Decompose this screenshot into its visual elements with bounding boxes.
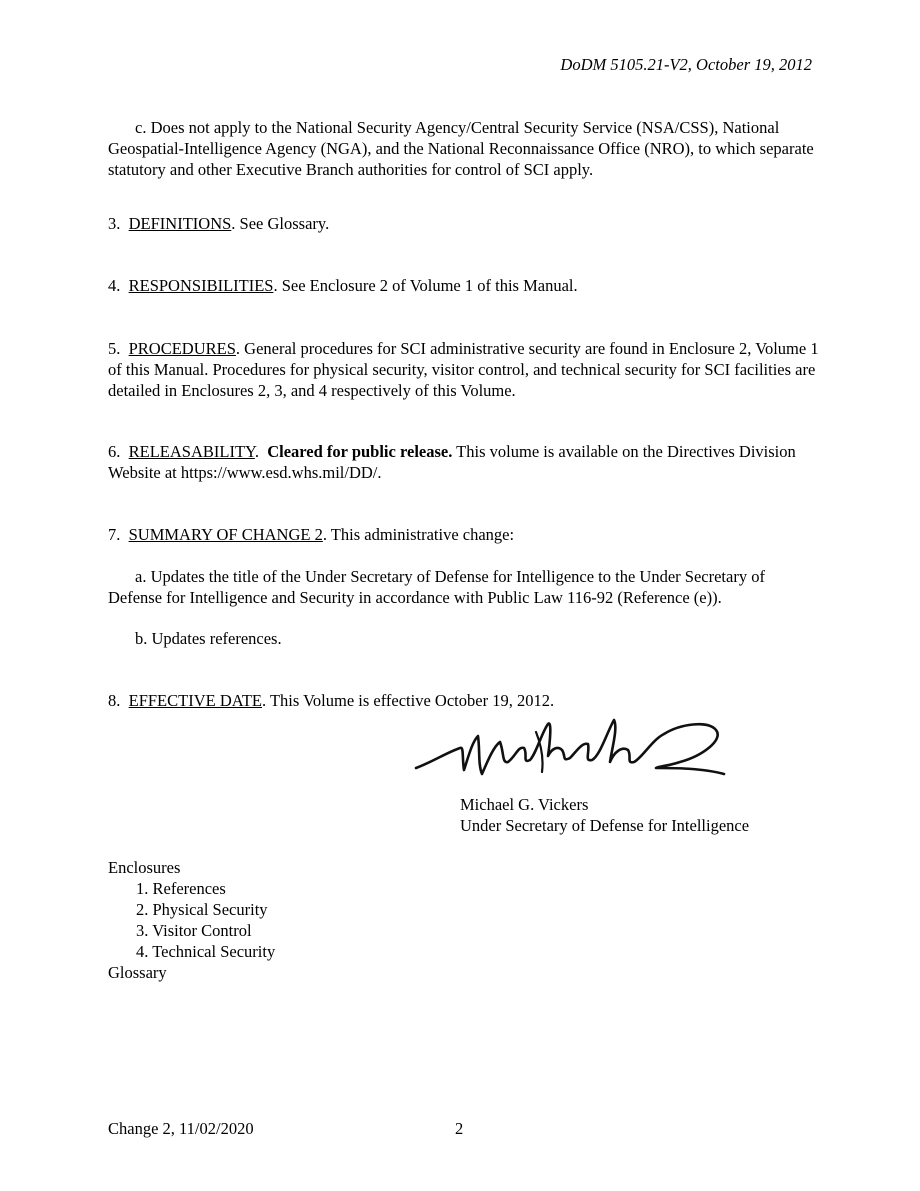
- enclosure-item: 2. Physical Security: [136, 900, 268, 919]
- section-number: 6.: [108, 442, 121, 461]
- summary-item-a: a. Updates the title of the Under Secretary of Defense for Intelligence to the Under Secretary of Defense for Intelligence and Security in accordance with Public Law 116-92 (Reference (e)).: [108, 567, 765, 607]
- section-definitions: [108, 213, 820, 234]
- section-text: This volume is available on the Directives Division Website at https://www.esd.whs.mil/DD/.: [108, 442, 796, 482]
- section-releasability: 6. RELEASABILITY. Cleared for public release. This volume is available on the Directives Division Website at https://www.esd.whs.mil/DD/.: [108, 442, 796, 482]
- section-number: 4.: [108, 276, 121, 295]
- section-summary-of-change: [108, 524, 820, 545]
- section-title: RESPONSIBILITIES: [128, 276, 274, 295]
- section-procedures: [108, 338, 820, 401]
- paragraph-c: c. Does not apply to the National Security Agency/Central Security Service (NSA/CSS), National Geospatial-Intelligence Agency (NGA), and the National Reconnaissance Office (NRO), to which separate statutory and other Executive Branch authorities for control of SCI apply.: [108, 118, 814, 179]
- footer-change-label: Change 2, 11/02/2020: [108, 1119, 254, 1138]
- section-number: 5.: [108, 339, 121, 358]
- signatory-name: Michael G. Vickers: [460, 795, 589, 814]
- section-text: . This Volume is effective October 19, 2012.: [262, 691, 555, 710]
- handwritten-signature: [412, 712, 732, 794]
- enclosure-item: 3. Visitor Control: [136, 921, 252, 940]
- section-number: 8.: [108, 691, 121, 710]
- section-title: DEFINITIONS: [128, 214, 232, 233]
- enclosures-list: [108, 857, 275, 983]
- glossary-item: Glossary: [108, 963, 167, 982]
- section-responsibilities: [108, 275, 820, 296]
- signatory-title: Under Secretary of Defense for Intelligence: [460, 816, 750, 835]
- summary-item-b: b. Updates references.: [135, 629, 282, 648]
- section-text: . This administrative change:: [322, 525, 515, 544]
- signatory-block: [460, 794, 749, 836]
- footer-page-number: 2: [455, 1119, 464, 1138]
- section-title: PROCEDURES: [128, 339, 236, 358]
- section-title: EFFECTIVE DATE: [128, 691, 262, 710]
- section-number: 7.: [108, 525, 121, 544]
- enclosure-item: 4. Technical Security: [136, 942, 276, 961]
- section-title: SUMMARY OF CHANGE 2: [128, 525, 323, 544]
- enclosures-heading: Enclosures: [108, 858, 181, 877]
- section-text: . General procedures for SCI administrative security are found in Enclosure 2, Volume 1 of this Manual. Procedures for physical security, visitor control, and technical security for SCI facilities are detailed in Enclosures 2, 3, and 4 respectively of this Volume.: [108, 339, 819, 400]
- section-number: 3.: [108, 214, 121, 233]
- section-text: . See Enclosure 2 of Volume 1 of this Manual.: [273, 276, 578, 295]
- section-effective-date: [108, 690, 820, 711]
- section-bold-text: Cleared for public release.: [267, 442, 453, 461]
- document-header: DoDM 5105.21-V2, October 19, 2012: [560, 55, 812, 74]
- section-text: . See Glossary.: [231, 214, 330, 233]
- section-title: RELEASABILITY: [128, 442, 255, 461]
- enclosure-item: 1. References: [136, 879, 226, 898]
